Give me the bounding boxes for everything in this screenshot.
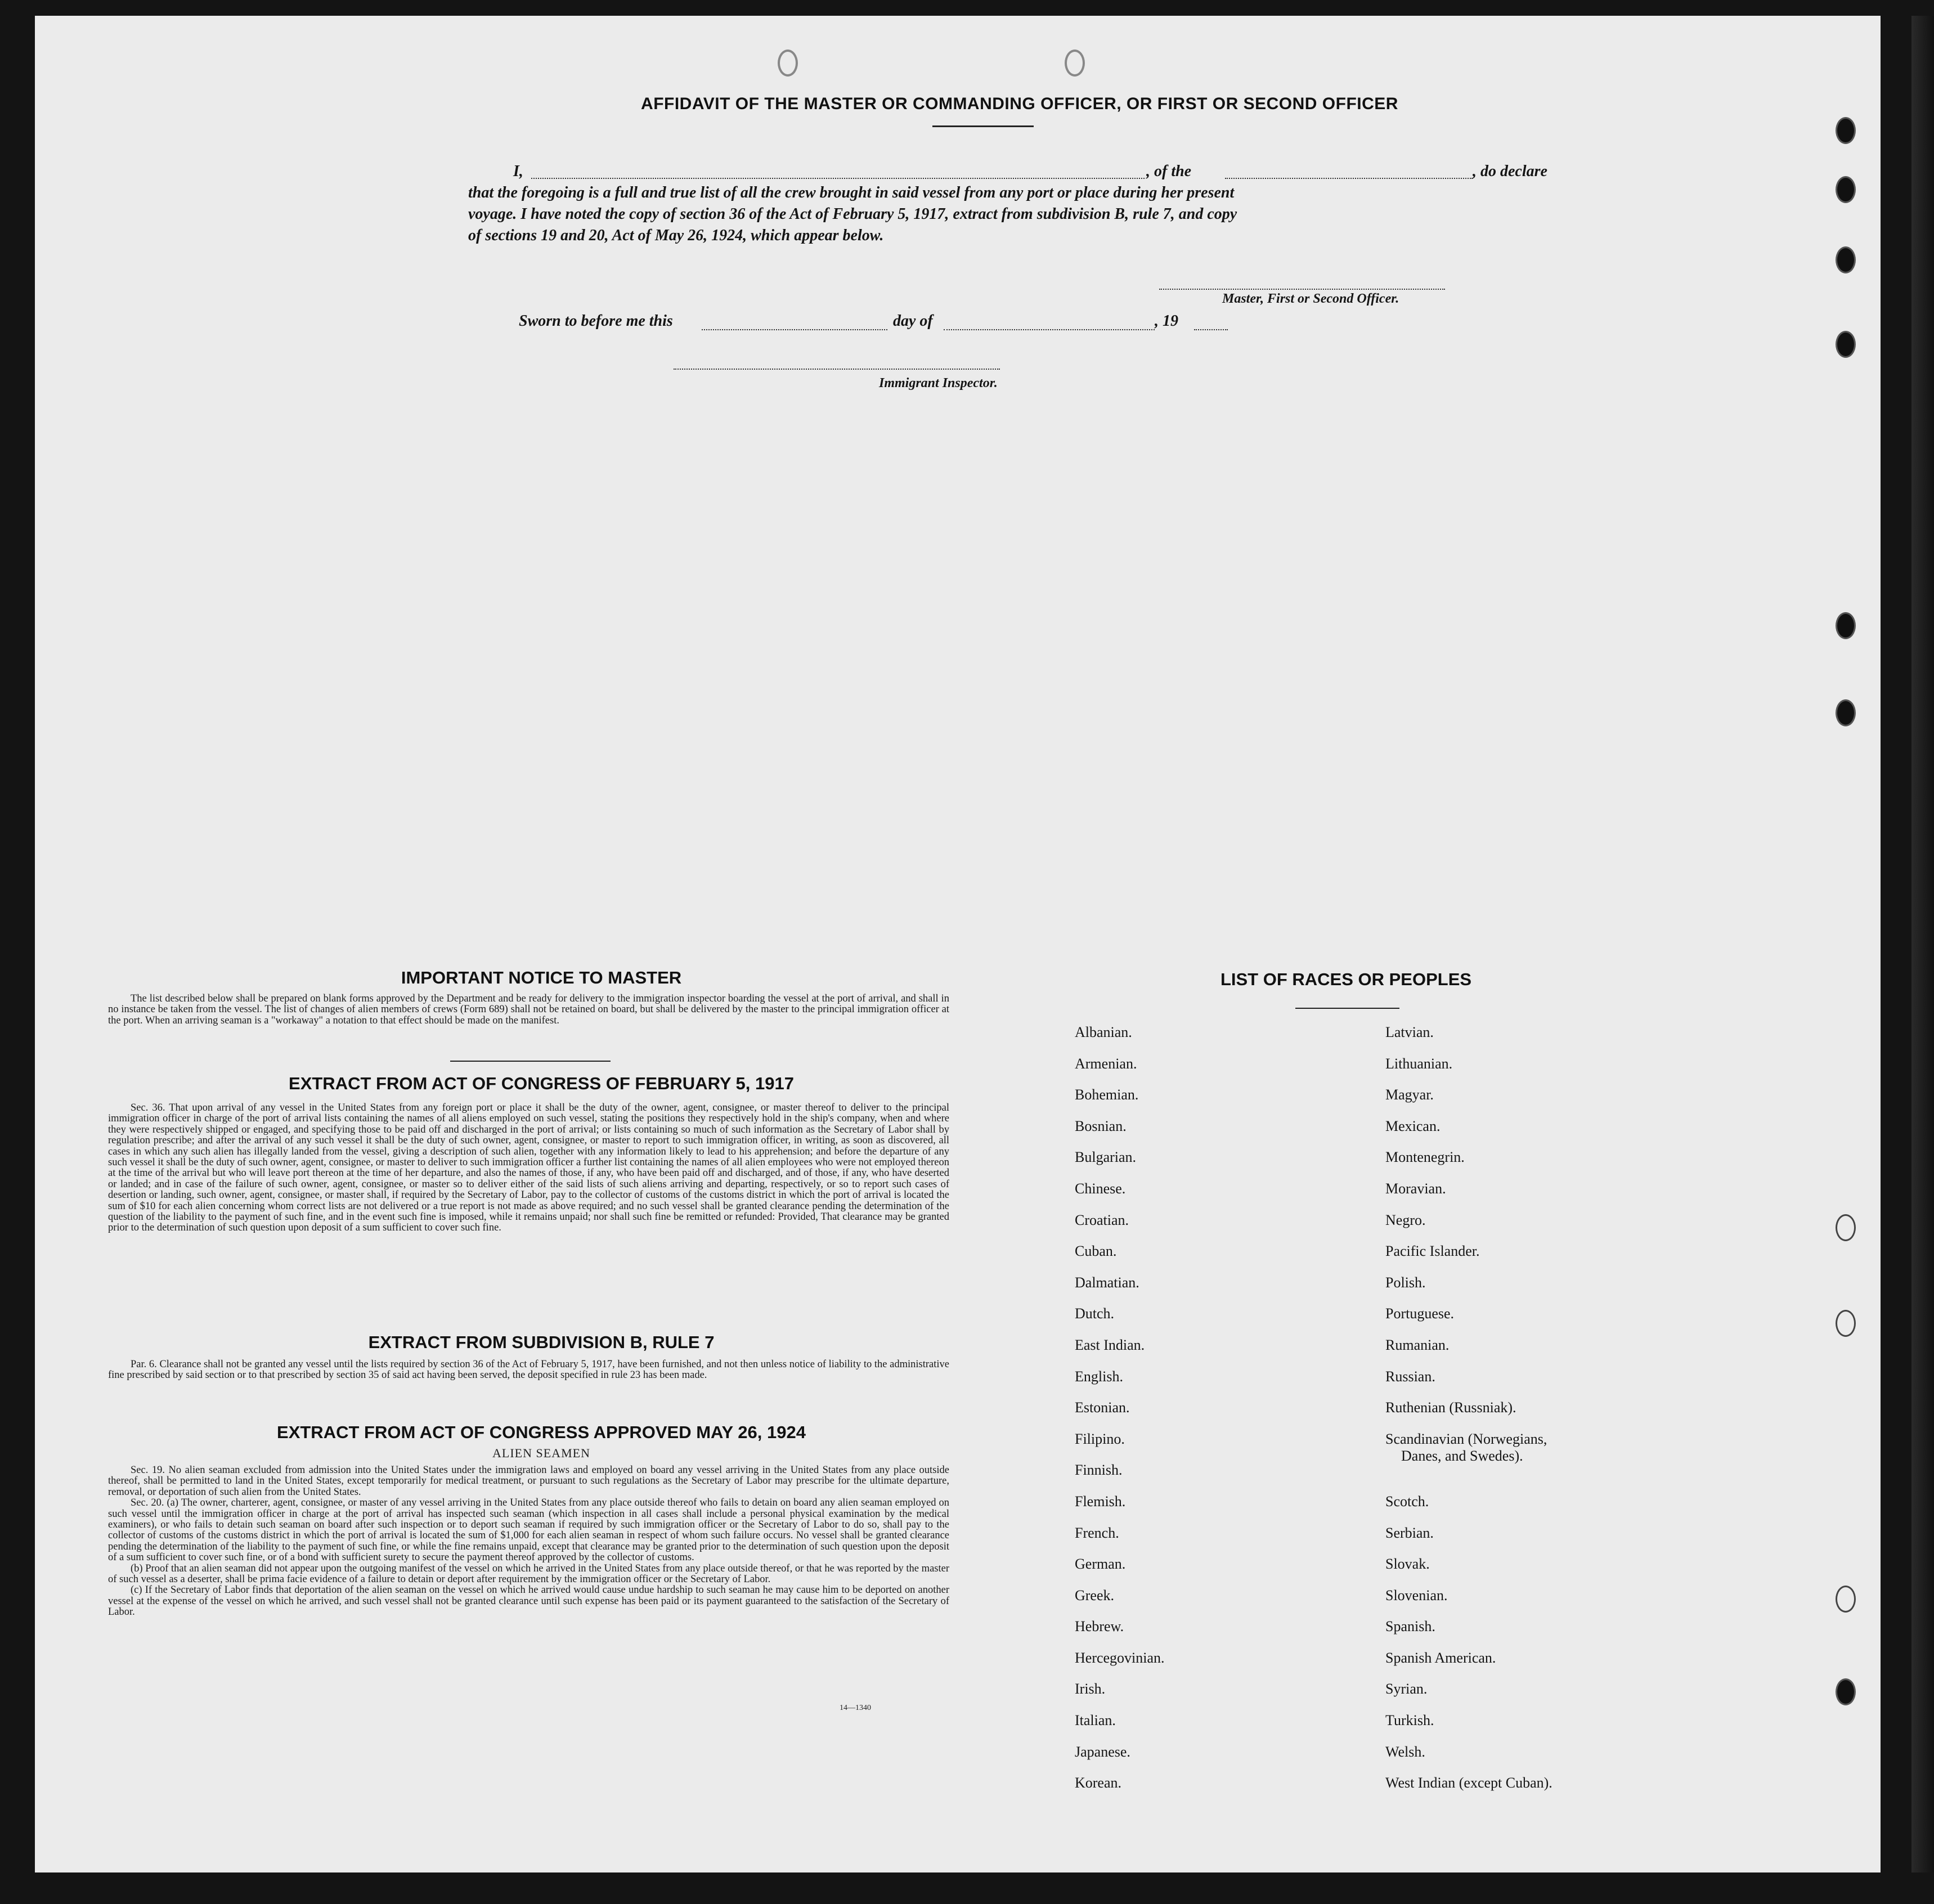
race-item: Japanese. — [1075, 1743, 1130, 1760]
race-item: English. — [1075, 1368, 1123, 1385]
race-item: Ruthenian (Russniak). — [1385, 1399, 1516, 1416]
extract-1924-sec20a: Sec. 20. (a) The owner, charterer, agent, consignee, or master of any vessel arriving in the United States from any place outside thereof who fails to detain on board any alien seaman employed on such vessel until the immigration officer in charge at the port of arrival has inspected such seaman (which inspection in all cases shall include a personal physical examination by the medical examiners), or who fails to detain such seaman on board after such inspection or to deport such seaman if required by such immigration officer or the Secretary of Labor to do so, shall pay to the collector of customs of the customs district in which the port of arrival is located the sum of $1,000 for each alien seaman in respect of whom such failure occurs. No vessel shall be granted clearance pending the determination of the liability to the payment of such fine, or while the fine remains unpaid, except that clearance may be granted prior to the determination of such question upon the deposit of a sum sufficient to cover such fine, or of a bond with sufficient surety to secure the payment thereof approved by the collector of customs. — [108, 1497, 949, 1564]
affidavit-line-4: of sections 19 and 20, Act of May 26, 1924, which appear below. — [468, 227, 884, 244]
races-heading: LIST OF RACES OR PEOPLES — [1220, 969, 1472, 989]
race-item: Estonian. — [1075, 1399, 1130, 1416]
extract-1917-heading: EXTRACT FROM ACT OF CONGRESS OF FEBRUARY 5, 1917 — [289, 1074, 794, 1093]
affidavit-i: I, — [513, 163, 523, 180]
binder-hole — [1836, 1586, 1856, 1613]
inspector-label: Immigrant Inspector. — [879, 376, 998, 390]
affidavit-line-2: that the foregoing is a full and true list of all the crew brought in said vessel from any port or place during her present — [468, 184, 1235, 201]
affidavit-line-3: voyage. I have noted the copy of section 36 of the Act of February 5, 1917, extract from subdivision B, rule 7, and copy — [468, 205, 1237, 223]
sworn-prefix: Sworn to before me this — [519, 312, 673, 330]
form-number: 14—1340 — [840, 1704, 871, 1712]
blank-name[interactable] — [531, 178, 1145, 179]
race-item: East Indian. — [1075, 1336, 1145, 1353]
race-item: Turkish. — [1385, 1712, 1434, 1729]
race-item: Hercegovinian. — [1075, 1649, 1165, 1666]
binder-hole — [1836, 612, 1856, 639]
sworn-day-of: day of — [893, 312, 933, 330]
binder-hole — [1836, 117, 1856, 144]
race-item: Greek. — [1075, 1587, 1115, 1604]
race-item: Polish. — [1385, 1274, 1426, 1291]
race-item: Chinese. — [1075, 1180, 1126, 1197]
race-item: Filipino. — [1075, 1430, 1125, 1447]
race-item: Syrian. — [1385, 1681, 1428, 1698]
race-item: Slovenian. — [1385, 1587, 1448, 1604]
binder-hole — [1836, 1678, 1856, 1705]
race-item: Armenian. — [1075, 1055, 1137, 1072]
affidavit-declare: , do declare — [1473, 163, 1547, 180]
extract-1924-heading: EXTRACT FROM ACT OF CONGRESS APPROVED MAY 26, 1924 — [277, 1422, 806, 1442]
race-item: Slovak. — [1385, 1556, 1430, 1573]
blank-sworn-day[interactable] — [702, 329, 887, 330]
extract-1924-subheading: ALIEN SEAMEN — [492, 1446, 590, 1460]
extract-1924-sec19: Sec. 19. No alien seaman excluded from admission into the United States under the immigration laws and employed on board any vessel arriving in the United States from any place outside thereof, shall be permitted to land in the United States, except temporarily for medical treatment, or pursuant to such regulations as the Secretary of Labor may prescribe for the ultimate departure, removal, or deportation of such alien from the United States. — [108, 1465, 949, 1498]
race-item: Korean. — [1075, 1775, 1122, 1791]
affidavit-body — [468, 161, 1549, 246]
race-item-continuation: Danes, and Swedes). — [1401, 1447, 1523, 1464]
race-item: Pacific Islander. — [1385, 1243, 1480, 1260]
race-item: Italian. — [1075, 1712, 1116, 1729]
race-item: Scandinavian (Norwegians, — [1385, 1430, 1547, 1447]
race-item: Welsh. — [1385, 1743, 1425, 1760]
clip-mark — [1065, 50, 1085, 77]
extract-rule7-heading: EXTRACT FROM SUBDIVISION B, RULE 7 — [368, 1332, 715, 1352]
race-item: Albanian. — [1075, 1024, 1132, 1040]
signature-label: Master, First or Second Officer. — [1222, 291, 1399, 306]
race-item: Flemish. — [1075, 1493, 1126, 1510]
extract-1924-sec20c: (c) If the Secretary of Labor finds that deportation of the alien seaman on the vessel on which he arrived would cause undue hardship to such seaman he may cause him to be deported on another vessel at the expense of the vessel on which he arrived, and such vessel shall not be granted clearance until such expense has been paid or its payment guaranteed to the satisfaction of the Secretary of Labor. — [108, 1584, 949, 1618]
document-sheet — [35, 16, 1881, 1872]
race-item: Rumanian. — [1385, 1336, 1450, 1353]
race-item: Spanish American. — [1385, 1649, 1496, 1666]
extract-1917-block — [108, 1103, 949, 1234]
race-item: Latvian. — [1385, 1024, 1434, 1040]
extract-1917-text: Sec. 36. That upon arrival of any vessel in the United States from any foreign port or place it shall be the duty of the owner, agent, consignee, or master thereof to deliver to the principal immigration officer in charge of the port of arrival lists containing the names of all aliens employed on such vessel, stating the positions they respectively hold in the ship's company, when and where they were respectively shipped or engaged, and specifying those to be paid off and discharged in the port of arrival; or lists containing so much of such information as the Secretary of Labor shall by regulation prescribe; and after the arrival of any such vessel it shall be the duty of such owner, agent, consignee, or master to report to such immigration officer, in writing, as soon as discovered, all cases in which any such alien has illegally landed from the vessel, giving a description of such alien, together with any information likely to lead to his apprehension; and before the departure of any such vessel it shall be the duty of such owner, agent, consignee, or master to deliver to such immigration officer a further list containing the names of all alien employees who were not employed thereon at the time of the arrival but who will leave port thereon at the time of her departure, and also the names of those, if any, who have been paid off and discharged, and of those, if any, who have deserted or landed; and in case of the failure of such owner, agent, consignee, or master so to deliver either of the said lists of such aliens arriving and departing, respectively, or so to report such cases of desertion or landing, such owner, agent, consignee, or master shall, if required by the Secretary of Labor, pay to the collector of customs of the customs district in which the port of arrival is located the sum of $10 for each alien concerning whom correct lists are not delivered or a true report is not made as above required; and no such vessel shall be granted clearance pending the determination of the question of the liability to the payment of such fine, and in the event such fine is imposed, while it remains unpaid; nor shall such fine be remitted or refunded: Provided, That clearance may be granted prior to the determination of such question upon deposit of a sum sufficient to cover such fine. — [108, 1102, 949, 1234]
race-item: French. — [1075, 1524, 1119, 1541]
race-item: Magyar. — [1385, 1086, 1434, 1103]
race-item: Croatian. — [1075, 1211, 1129, 1228]
race-item: Cuban. — [1075, 1243, 1117, 1260]
binder-hole — [1836, 176, 1856, 203]
race-item: Bulgarian. — [1075, 1149, 1137, 1166]
extract-1924-block — [108, 1465, 949, 1618]
binder-hole — [1836, 246, 1856, 273]
race-item: Negro. — [1385, 1211, 1426, 1228]
binder-hole — [1836, 1214, 1856, 1241]
binder-hole — [1836, 331, 1856, 358]
extract-rule7-block — [108, 1359, 949, 1381]
race-item: West Indian (except Cuban). — [1385, 1775, 1552, 1791]
blank-sworn-year[interactable] — [1194, 329, 1228, 330]
race-item: Dutch. — [1075, 1305, 1115, 1322]
blank-sworn-month[interactable] — [944, 329, 1155, 330]
race-item: Russian. — [1385, 1368, 1435, 1385]
race-item: Finnish. — [1075, 1462, 1123, 1479]
blank-vessel[interactable] — [1225, 178, 1473, 179]
notice-heading: IMPORTANT NOTICE TO MASTER — [401, 968, 682, 987]
clip-mark — [778, 50, 798, 77]
race-item: Moravian. — [1385, 1180, 1446, 1197]
extract-1924-sec20b: (b) Proof that an alien seaman did not appear upon the outgoing manifest of the vessel on which he arrived in the United States from any place outside thereof, or that he was reported by the master of such vessel as a deserter, shall be prima facie evidence of a failure to detain or deport after requirement by the immigration officer or the Secretary of Labor. — [108, 1562, 949, 1586]
race-item: Montenegrin. — [1385, 1149, 1465, 1166]
races-left-column — [1075, 1024, 1255, 1806]
race-item: Scotch. — [1385, 1493, 1429, 1510]
inspector-signature-line[interactable] — [674, 369, 1000, 370]
race-item: German. — [1075, 1556, 1126, 1573]
heading-underline — [932, 125, 1034, 127]
race-item: Irish. — [1075, 1681, 1106, 1698]
race-item: Bohemian. — [1075, 1086, 1139, 1103]
race-item: Bosnian. — [1075, 1117, 1127, 1134]
race-item-wrap — [1385, 1431, 1622, 1493]
sworn-year: , 19 — [1155, 312, 1178, 330]
affidavit-heading: AFFIDAVIT OF THE MASTER OR COMMANDING OFFICER, OR FIRST OR SECOND OFFICER — [641, 95, 1398, 113]
extract-rule7-text: Par. 6. Clearance shall not be granted any vessel until the lists required by section 36 of the Act of February 5, 1917, have been furnished, and not then unless notice of liability to the administrative fine prescribed by said section or to that prescribed by section 35 of said act having been served, the deposit specified in rule 23 has been made. — [108, 1359, 949, 1381]
race-item: Portuguese. — [1385, 1305, 1455, 1322]
races-heading-underline — [1295, 1008, 1399, 1009]
affidavit-of-the: , of the — [1146, 163, 1192, 180]
sworn-line — [519, 312, 1307, 335]
race-item: Mexican. — [1385, 1117, 1441, 1134]
divider — [450, 1061, 611, 1062]
notice-text-block — [108, 994, 949, 1026]
race-item: Hebrew. — [1075, 1618, 1124, 1635]
race-item: Lithuanian. — [1385, 1055, 1453, 1072]
binder-hole — [1836, 699, 1856, 726]
signature-line[interactable] — [1159, 289, 1445, 290]
race-item: Serbian. — [1385, 1524, 1434, 1541]
race-item: Dalmatian. — [1075, 1274, 1139, 1291]
page-edge — [1911, 16, 1934, 1872]
binder-hole — [1836, 1310, 1856, 1337]
races-right-column — [1385, 1024, 1622, 1806]
race-item: Spanish. — [1385, 1618, 1435, 1635]
notice-text: The list described below shall be prepared on blank forms approved by the Department and be ready for delivery to the immigration inspector boarding the vessel at the port of arrival, and shall in no instance be taken from the vessel. The list of changes of alien members of crews (Form 689) shall not be retained on board, but shall be delivered by the master to the principal immigration officer at the port. When an arriving seaman is a "workaway" a notation to that effect should be made on the manifest. — [108, 993, 949, 1026]
